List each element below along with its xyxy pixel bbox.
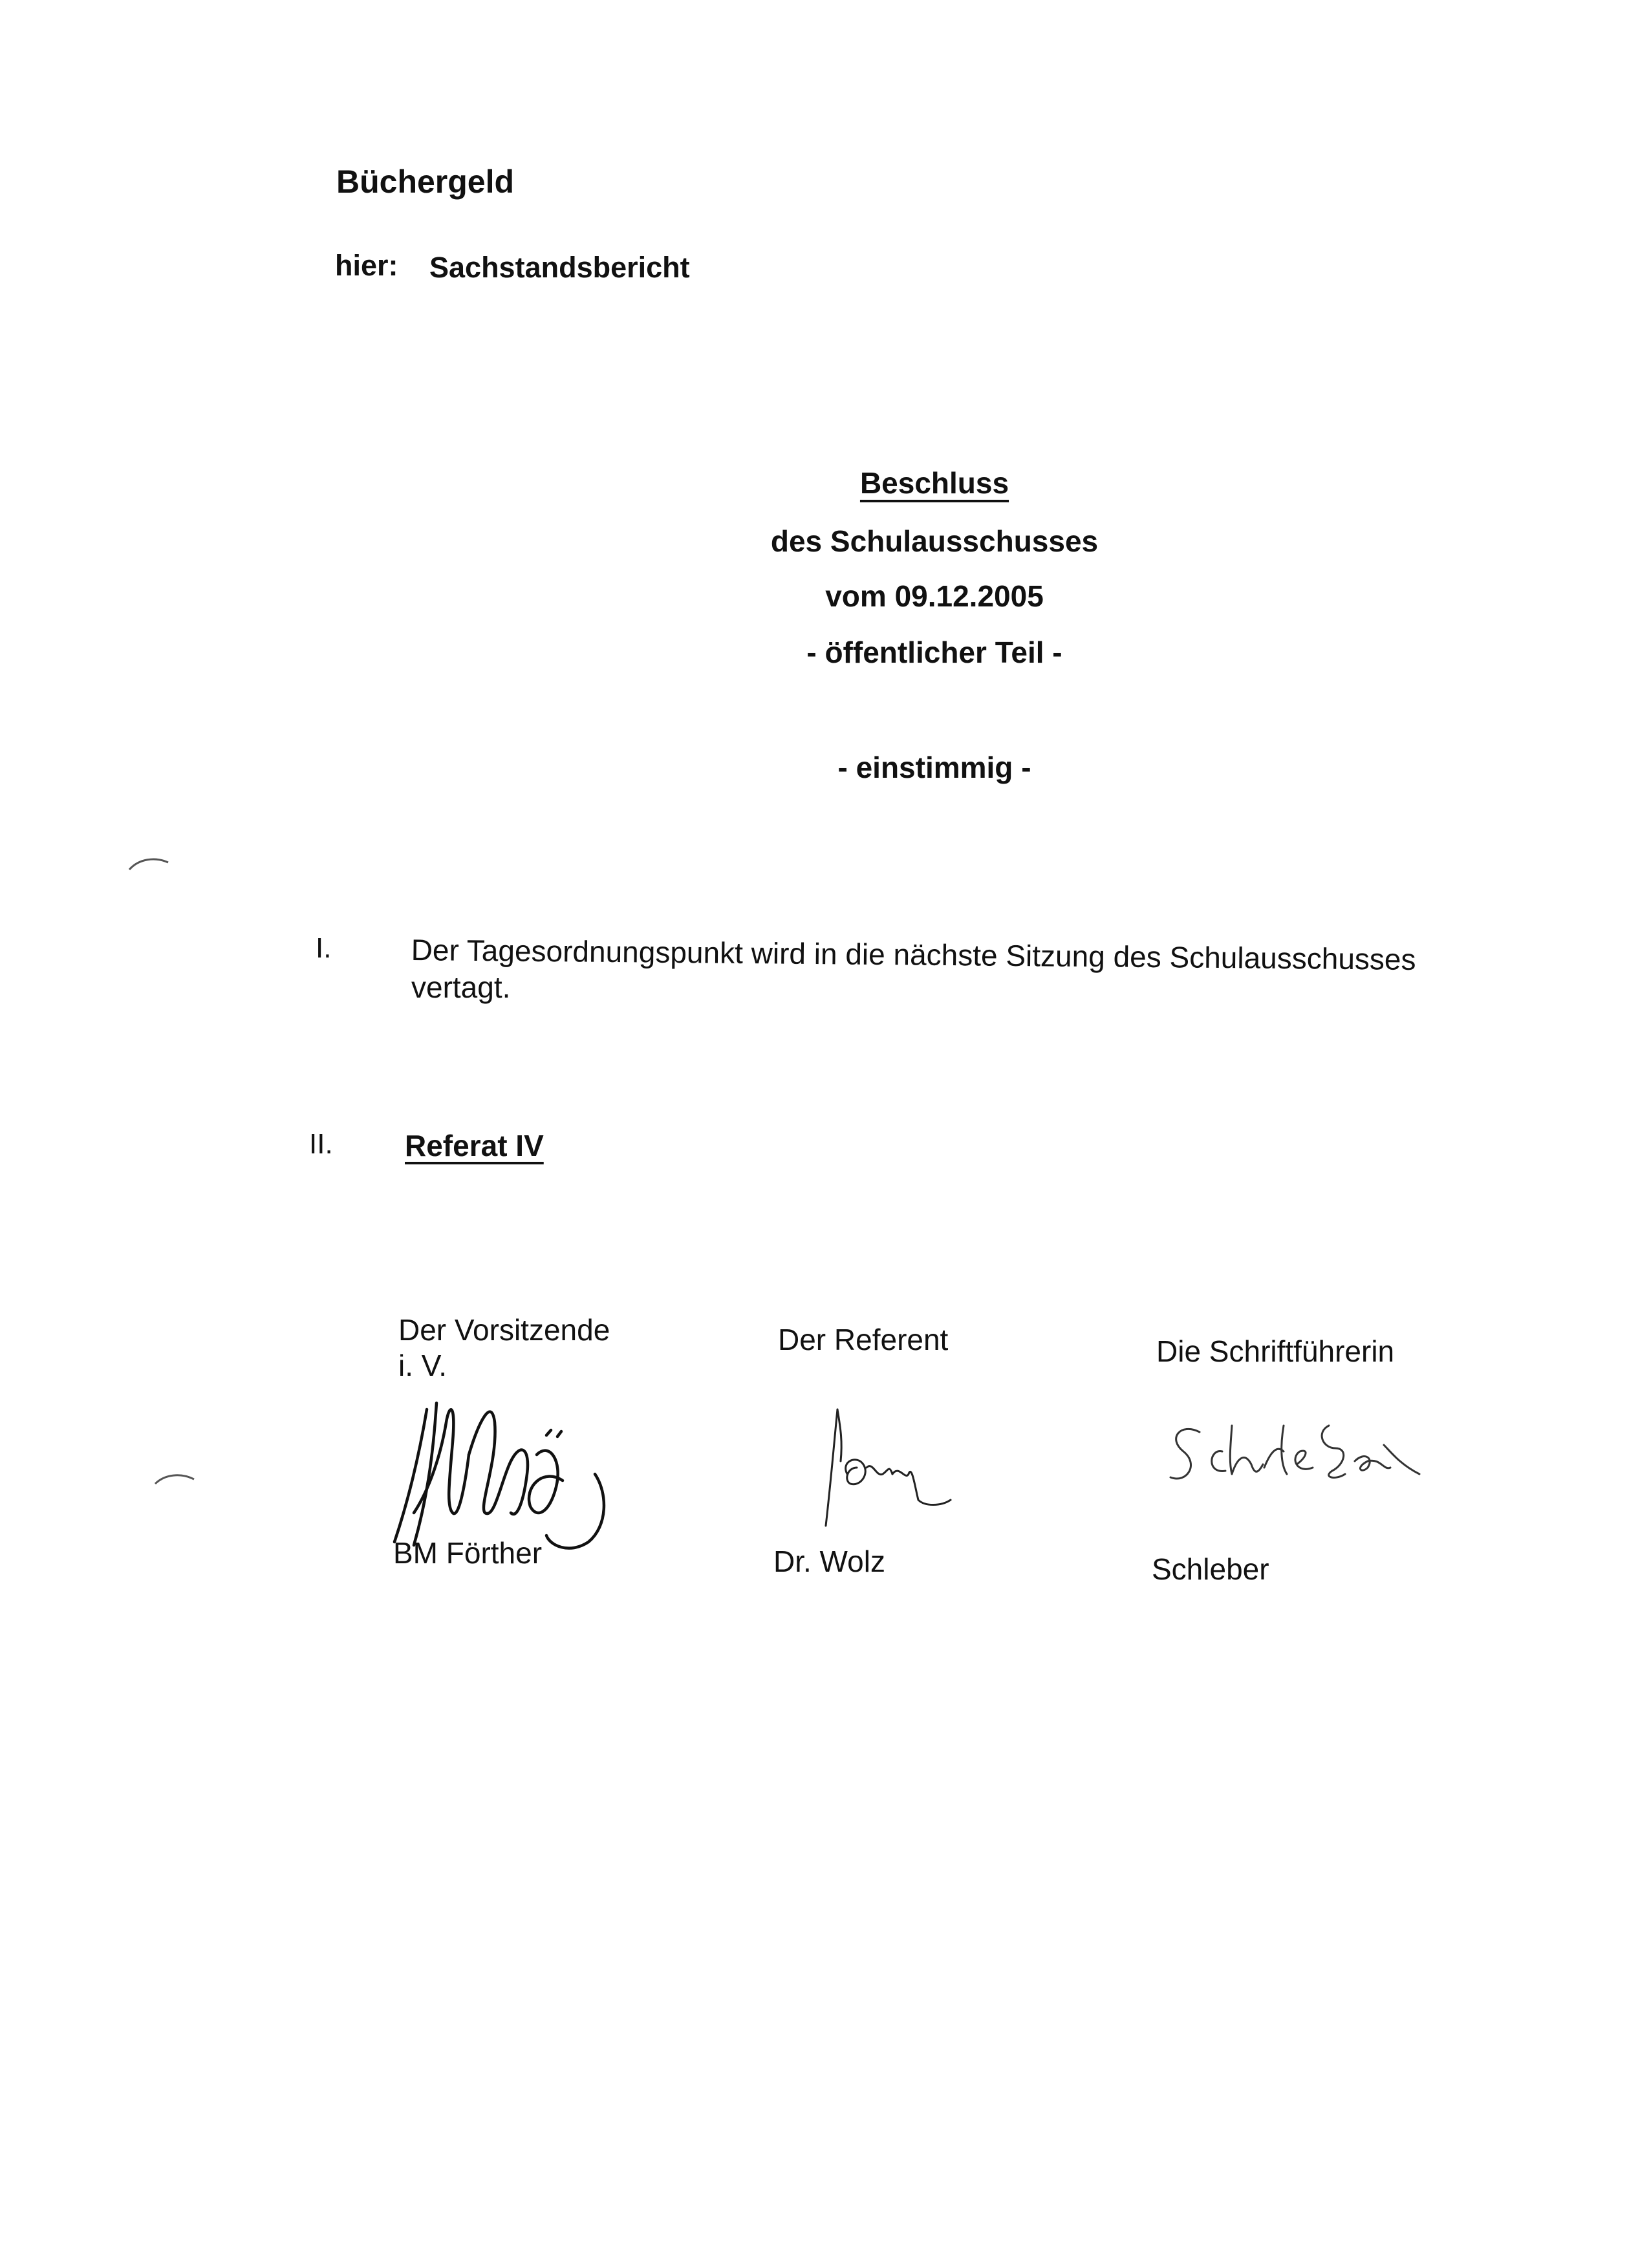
scan-artifact <box>152 1468 197 1487</box>
item-text: Der Tagesordnungspunkt wird in die nächste Sitzung des Schulausschusses <box>411 933 1416 976</box>
vote-result: - einstimmig - <box>837 751 1031 784</box>
document-title: Büchergeld <box>336 164 515 200</box>
signature-role: Der Vorsitzende <box>398 1313 610 1347</box>
signatory-name: Dr. Wolz <box>773 1545 885 1578</box>
decision-date: vom 09.12.2005 <box>825 579 1044 613</box>
item-number: I. <box>316 932 332 964</box>
signature-role: Der Referent <box>778 1323 949 1356</box>
committee-name: des Schulausschusses <box>770 524 1099 558</box>
signatory-name: Schleber <box>1152 1552 1269 1586</box>
handwritten-signature <box>388 1384 673 1552</box>
scan-artifact <box>126 853 171 873</box>
signature-role: Die Schriftführerin <box>1156 1334 1395 1368</box>
handwritten-signature <box>1161 1413 1432 1497</box>
subject-label: hier: <box>335 249 398 282</box>
item-number: II. <box>309 1128 333 1160</box>
public-part-label: - öffentlicher Teil - <box>806 636 1062 669</box>
item-text-continuation: vertagt. <box>411 970 511 1004</box>
signatory-name: BM Förther <box>393 1536 543 1570</box>
decision-heading: Beschluss <box>859 466 1009 500</box>
subject-value: Sachstandsbericht <box>429 251 690 284</box>
handwritten-signature <box>812 1403 960 1532</box>
item-text: Referat IV <box>405 1129 544 1162</box>
signature-role-note: i. V. <box>398 1349 447 1382</box>
